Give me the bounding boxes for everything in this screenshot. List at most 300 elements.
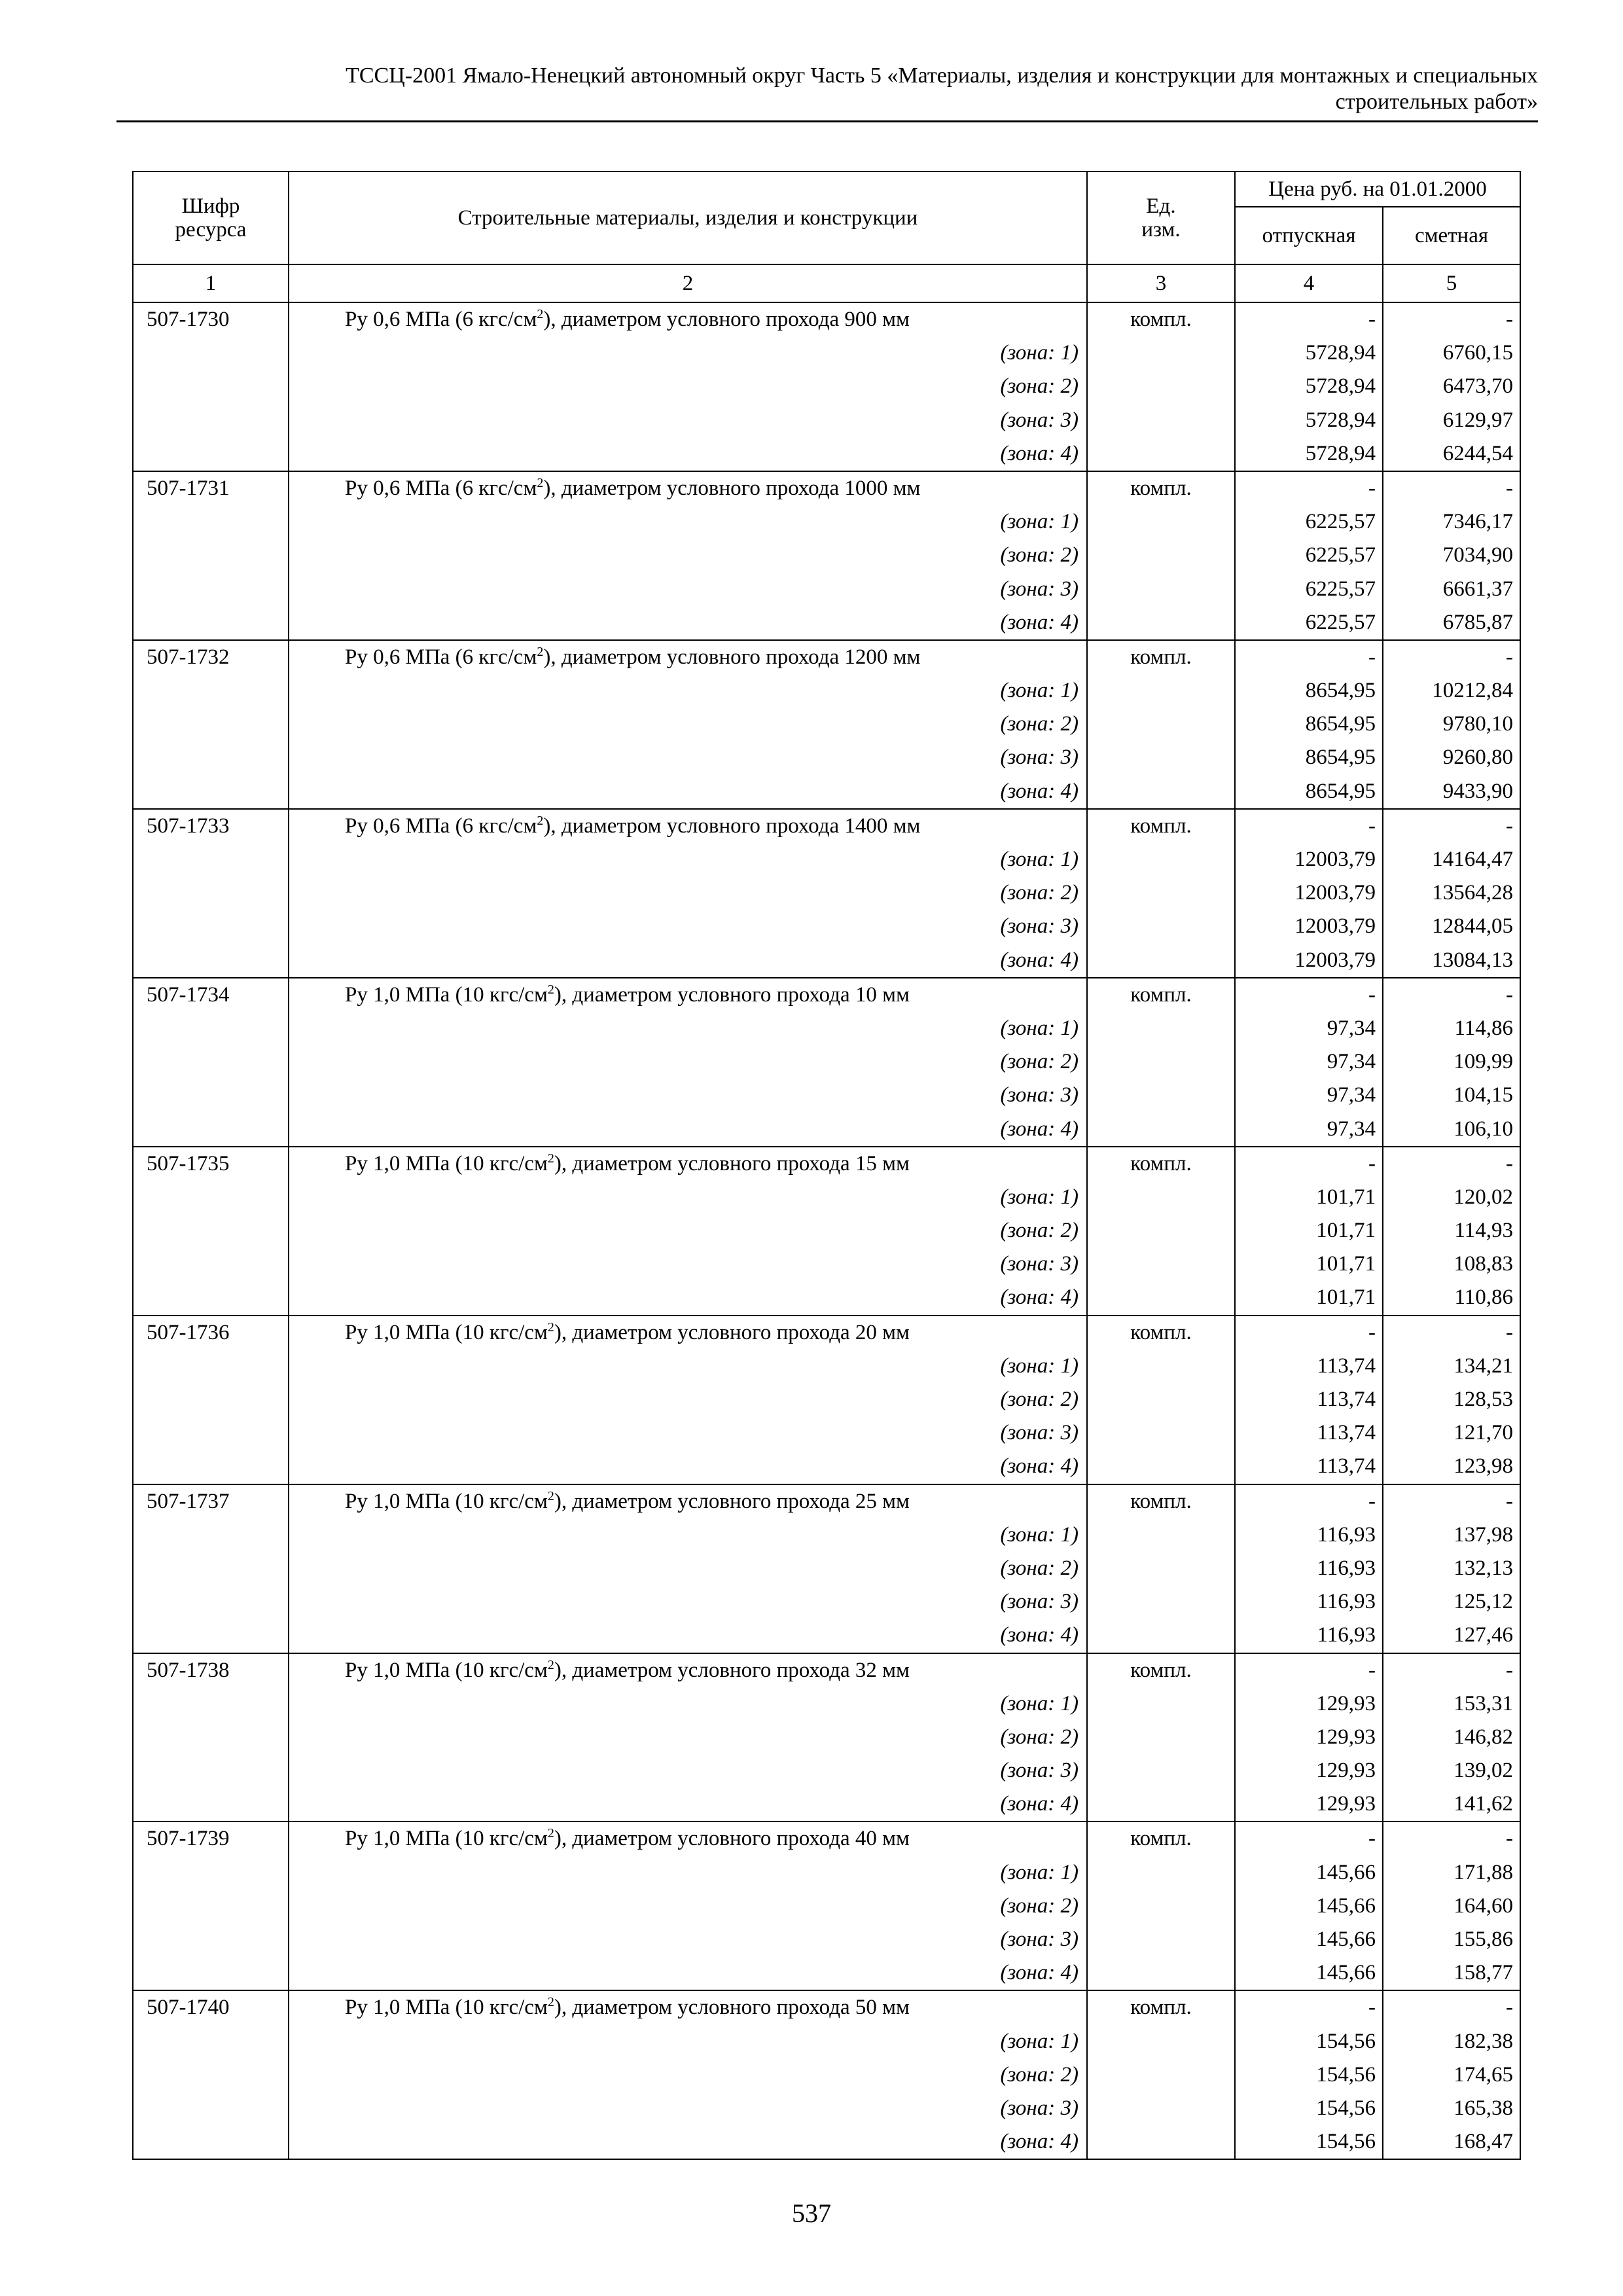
- resource-code: 507-1739: [147, 1827, 230, 1851]
- release-price: -: [1368, 1996, 1376, 2020]
- zone-label: (зона: 4): [1000, 1961, 1079, 1985]
- resource-code: 507-1738: [147, 1658, 230, 1682]
- estimate-price-cell: [1383, 1653, 1520, 1822]
- zone-label: (зона: 1): [1000, 1185, 1079, 1209]
- material-name-cell: [289, 978, 1087, 1147]
- release-price: 129,93: [1316, 1792, 1376, 1816]
- release-price: 97,34: [1327, 1050, 1376, 1074]
- release-price: -: [1368, 1151, 1376, 1175]
- material-name-text: Ру 1,0 МПа (10 кгс/см: [345, 982, 548, 1007]
- release-price: 12003,79: [1294, 848, 1376, 871]
- table-body: [133, 302, 1520, 2159]
- release-price: -: [1368, 308, 1376, 331]
- zone-label: (зона: 1): [1000, 1354, 1079, 1378]
- resource-code-cell: [133, 471, 289, 640]
- estimate-price: 146,82: [1454, 1725, 1514, 1749]
- unit-cell: [1087, 471, 1235, 640]
- material-name-cell: [289, 1990, 1087, 2159]
- table-row: [133, 471, 1520, 640]
- release-price: 145,66: [1316, 1860, 1376, 1884]
- release-price-cell: [1235, 302, 1383, 471]
- resource-code: 507-1735: [147, 1151, 230, 1175]
- release-price: 129,93: [1316, 1691, 1376, 1715]
- estimate-price: 7034,90: [1442, 543, 1514, 567]
- release-price: 12003,79: [1294, 881, 1376, 905]
- material-name: [345, 1485, 1079, 1518]
- unit-value: компл.: [1130, 1827, 1192, 1851]
- unit-exponent: 2: [537, 307, 544, 321]
- zone-label: (зона: 4): [1000, 779, 1079, 803]
- unit-cell: [1087, 978, 1235, 1147]
- column-number: 2: [289, 264, 1087, 302]
- release-price: -: [1368, 814, 1376, 838]
- release-price: 101,71: [1316, 1219, 1376, 1243]
- table-row: [133, 1484, 1520, 1653]
- estimate-price-cell: [1383, 640, 1520, 809]
- material-name-cell: [289, 1147, 1087, 1316]
- release-price: 97,34: [1327, 1016, 1376, 1040]
- column-header-release: отпускная: [1235, 207, 1383, 264]
- estimate-price: 106,10: [1454, 1117, 1514, 1141]
- estimate-price: -: [1506, 1658, 1514, 1682]
- table-row: [133, 1821, 1520, 1990]
- release-price: 5728,94: [1305, 341, 1376, 365]
- zone-label: (зона: 2): [1000, 2062, 1079, 2087]
- material-name-text: Ру 0,6 МПа (6 кгс/см: [345, 645, 537, 669]
- estimate-price: -: [1506, 476, 1514, 500]
- unit-exponent: 2: [547, 982, 554, 997]
- estimate-price: 134,21: [1454, 1354, 1514, 1378]
- estimate-price-cell: [1383, 1147, 1520, 1316]
- zone-label: (зона: 3): [1000, 1928, 1079, 1951]
- unit-value: компл.: [1130, 476, 1192, 500]
- estimate-price: 6785,87: [1442, 610, 1514, 634]
- material-name-text: Ру 0,6 МПа (6 кгс/см: [345, 308, 537, 331]
- material-name-cell: [289, 809, 1087, 978]
- zone-label: (зона: 3): [1000, 1083, 1079, 1107]
- unit-value: компл.: [1130, 1151, 1192, 1175]
- release-price-cell: [1235, 809, 1383, 978]
- unit-exponent: 2: [547, 1151, 554, 1166]
- estimate-price: 9433,90: [1442, 779, 1514, 803]
- estimate-price: 110,86: [1454, 1285, 1514, 1310]
- zone-label: (зона: 3): [1000, 914, 1079, 939]
- zone-label: (зона: 4): [1000, 1623, 1079, 1647]
- resource-code-cell: [133, 1147, 289, 1316]
- zone-label: (зона: 1): [1000, 679, 1079, 703]
- material-name-cell: [289, 471, 1087, 640]
- resource-code: 507-1737: [147, 1489, 230, 1513]
- estimate-price: 13084,13: [1432, 948, 1514, 972]
- estimate-price: 132,13: [1454, 1556, 1514, 1580]
- zone-label: (зона: 4): [1000, 1117, 1079, 1141]
- estimate-price: -: [1506, 814, 1514, 838]
- estimate-price: 141,62: [1454, 1792, 1514, 1816]
- material-name: [345, 978, 1079, 1012]
- column-header-unit: Ед. изм.: [1087, 171, 1235, 264]
- release-price-cell: [1235, 1147, 1383, 1316]
- release-price: 113,74: [1317, 1421, 1376, 1445]
- release-price: 113,74: [1317, 1454, 1376, 1479]
- material-name-text: ), диаметром условного прохода 1400 мм: [543, 814, 921, 838]
- zone-label: (зона: 2): [1000, 1725, 1079, 1749]
- unit-value: компл.: [1130, 1658, 1192, 1682]
- zone-label: (зона: 2): [1000, 712, 1079, 736]
- unit-cell: [1087, 1653, 1235, 1822]
- release-price: 97,34: [1327, 1117, 1376, 1141]
- estimate-price: 104,15: [1454, 1083, 1514, 1107]
- estimate-price: -: [1506, 308, 1514, 331]
- table-row: [133, 1316, 1520, 1484]
- unit-value: компл.: [1130, 1489, 1192, 1513]
- zone-label: (зона: 1): [1000, 2029, 1079, 2053]
- zone-label: (зона: 2): [1000, 1219, 1079, 1243]
- zone-label: (зона: 1): [1000, 848, 1079, 871]
- estimate-price: 108,83: [1454, 1252, 1514, 1276]
- release-price-cell: [1235, 1484, 1383, 1653]
- resource-code: 507-1734: [147, 982, 230, 1007]
- unit-value: компл.: [1130, 645, 1192, 669]
- unit-exponent: 2: [537, 475, 544, 490]
- release-price: 129,93: [1316, 1725, 1376, 1749]
- unit-cell: [1087, 809, 1235, 978]
- unit-exponent: 2: [547, 1657, 554, 1672]
- material-name: [345, 1991, 1079, 2024]
- unit-exponent: 2: [537, 813, 544, 828]
- material-name-text: Ру 1,0 МПа (10 кгс/см: [345, 1996, 548, 2020]
- estimate-price: 182,38: [1454, 2029, 1514, 2053]
- column-number: 5: [1383, 264, 1520, 302]
- estimate-price-cell: [1383, 978, 1520, 1147]
- release-price: 154,56: [1316, 2029, 1376, 2053]
- material-name-text: Ру 1,0 МПа (10 кгс/см: [345, 1658, 548, 1682]
- release-price: 101,71: [1316, 1185, 1376, 1209]
- material-name-text: ), диаметром условного прохода 40 мм: [554, 1827, 910, 1851]
- estimate-price: 153,31: [1454, 1691, 1514, 1715]
- zone-label: (зона: 1): [1000, 510, 1079, 534]
- estimate-price: 165,38: [1454, 2096, 1514, 2120]
- zone-label: (зона: 4): [1000, 610, 1079, 634]
- release-price: 116,93: [1317, 1590, 1376, 1614]
- column-number: 1: [133, 264, 289, 302]
- release-price: 6225,57: [1305, 577, 1376, 601]
- release-price: 145,66: [1316, 1961, 1376, 1985]
- column-header-code: Шифр ресурса: [133, 171, 289, 264]
- release-price: 116,93: [1317, 1556, 1376, 1580]
- zone-label: (зона: 3): [1000, 1421, 1079, 1445]
- zone-label: (зона: 3): [1000, 2096, 1079, 2120]
- header-divider: [116, 120, 1538, 122]
- material-name-text: ), диаметром условного прохода 1200 мм: [543, 645, 921, 669]
- estimate-price: 174,65: [1454, 2062, 1514, 2087]
- material-name-text: Ру 1,0 МПа (10 кгс/см: [345, 1320, 548, 1344]
- unit-cell: [1087, 302, 1235, 471]
- estimate-price: 6473,70: [1442, 374, 1514, 399]
- release-price: -: [1368, 1658, 1376, 1682]
- release-price: 12003,79: [1294, 948, 1376, 972]
- material-name: [345, 1316, 1079, 1350]
- estimate-price: 6661,37: [1442, 577, 1514, 601]
- resource-code-cell: [133, 1990, 289, 2159]
- release-price: 5728,94: [1305, 441, 1376, 465]
- estimate-price: 123,98: [1454, 1454, 1514, 1479]
- price-table: [132, 171, 1521, 2160]
- estimate-price: 139,02: [1454, 1759, 1514, 1783]
- page-header: [116, 63, 1538, 115]
- header-title-line-1: ТССЦ-2001 Ямало-Ненецкий автономный округ Часть 5 «Материалы, изделия и конструкции для монтажных и специальных: [346, 63, 1538, 88]
- resource-code-cell: [133, 809, 289, 978]
- zone-label: (зона: 3): [1000, 408, 1079, 432]
- estimate-price: 171,88: [1454, 1860, 1514, 1884]
- resource-code-cell: [133, 1821, 289, 1990]
- estimate-price: 168,47: [1454, 2130, 1514, 2154]
- resource-code-cell: [133, 1653, 289, 1822]
- release-price: 113,74: [1317, 1354, 1376, 1378]
- estimate-price: 137,98: [1454, 1522, 1514, 1547]
- table-row: [133, 640, 1520, 809]
- estimate-price-cell: [1383, 1821, 1520, 1990]
- material-name: [345, 641, 1079, 674]
- release-price: 97,34: [1327, 1083, 1376, 1107]
- material-name-text: Ру 0,6 МПа (6 кгс/см: [345, 814, 537, 838]
- zone-label: (зона: 3): [1000, 745, 1079, 770]
- material-name: [345, 1147, 1079, 1181]
- material-name-text: Ру 1,0 МПа (10 кгс/см: [345, 1489, 548, 1513]
- material-name-text: ), диаметром условного прохода 20 мм: [554, 1320, 910, 1344]
- estimate-price-cell: [1383, 1484, 1520, 1653]
- release-price-cell: [1235, 1990, 1383, 2159]
- unit-cell: [1087, 1484, 1235, 1653]
- estimate-price: -: [1506, 982, 1514, 1007]
- resource-code: 507-1732: [147, 645, 230, 669]
- unit-cell: [1087, 1316, 1235, 1484]
- table-row: [133, 1147, 1520, 1316]
- estimate-price: 164,60: [1454, 1893, 1514, 1918]
- zone-label: (зона: 2): [1000, 1893, 1079, 1918]
- resource-code: 507-1733: [147, 814, 230, 838]
- zone-label: (зона: 1): [1000, 1522, 1079, 1547]
- release-price-cell: [1235, 1653, 1383, 1822]
- zone-label: (зона: 4): [1000, 1792, 1079, 1816]
- material-name-cell: [289, 640, 1087, 809]
- unit-exponent: 2: [547, 1319, 554, 1335]
- page-number: 537: [792, 2198, 831, 2228]
- release-price: 6225,57: [1305, 510, 1376, 534]
- zone-label: (зона: 1): [1000, 1691, 1079, 1715]
- estimate-price: 7346,17: [1442, 510, 1514, 534]
- release-price: 145,66: [1316, 1893, 1376, 1918]
- release-price: -: [1368, 476, 1376, 500]
- material-name-text: ), диаметром условного прохода 50 мм: [554, 1996, 910, 2020]
- column-number: 4: [1235, 264, 1383, 302]
- release-price: 154,56: [1316, 2096, 1376, 2120]
- material-name-text: ), диаметром условного прохода 32 мм: [554, 1658, 910, 1682]
- unit-cell: [1087, 1821, 1235, 1990]
- zone-label: (зона: 4): [1000, 1454, 1079, 1479]
- unit-cell: [1087, 1990, 1235, 2159]
- estimate-price: 121,70: [1454, 1421, 1514, 1445]
- estimate-price: 127,46: [1454, 1623, 1514, 1647]
- material-name: [345, 1654, 1079, 1687]
- estimate-price: 9260,80: [1442, 745, 1514, 770]
- estimate-price: -: [1506, 1320, 1514, 1344]
- estimate-price: -: [1506, 645, 1514, 669]
- estimate-price: 6129,97: [1442, 408, 1514, 432]
- release-price: 101,71: [1316, 1285, 1376, 1310]
- estimate-price: -: [1506, 1489, 1514, 1513]
- resource-code: 507-1736: [147, 1320, 230, 1344]
- release-price: -: [1368, 645, 1376, 669]
- zone-label: (зона: 4): [1000, 948, 1079, 972]
- release-price: 12003,79: [1294, 914, 1376, 939]
- unit-value: компл.: [1130, 1996, 1192, 2020]
- estimate-price: 13564,28: [1432, 881, 1514, 905]
- material-name: [345, 472, 1079, 505]
- zone-label: (зона: 2): [1000, 374, 1079, 399]
- estimate-price: 114,93: [1454, 1219, 1514, 1243]
- release-price: 8654,95: [1305, 779, 1376, 803]
- release-price: -: [1368, 982, 1376, 1007]
- material-name-cell: [289, 1316, 1087, 1484]
- estimate-price-cell: [1383, 809, 1520, 978]
- zone-label: (зона: 4): [1000, 441, 1079, 465]
- release-price: 113,74: [1317, 1388, 1376, 1411]
- zone-label: (зона: 2): [1000, 543, 1079, 567]
- resource-code: 507-1740: [147, 1996, 230, 2020]
- resource-code-cell: [133, 978, 289, 1147]
- zone-label: (зона: 2): [1000, 881, 1079, 905]
- column-header-name: Строительные материалы, изделия и конструкции: [289, 171, 1087, 264]
- material-name: [345, 810, 1079, 843]
- table-row: [133, 1653, 1520, 1822]
- estimate-price: 114,86: [1454, 1016, 1514, 1040]
- release-price: 154,56: [1316, 2130, 1376, 2154]
- zone-label: (зона: 1): [1000, 341, 1079, 365]
- release-price: -: [1368, 1320, 1376, 1344]
- estimate-price: 12844,05: [1432, 914, 1514, 939]
- resource-code-cell: [133, 302, 289, 471]
- zone-label: (зона: 3): [1000, 1759, 1079, 1783]
- zone-label: (зона: 1): [1000, 1860, 1079, 1884]
- release-price-cell: [1235, 471, 1383, 640]
- release-price: 154,56: [1316, 2062, 1376, 2087]
- material-name-text: Ру 1,0 МПа (10 кгс/см: [345, 1151, 548, 1175]
- release-price: 145,66: [1316, 1928, 1376, 1951]
- material-name: [345, 303, 1079, 336]
- unit-cell: [1087, 1147, 1235, 1316]
- release-price: 116,93: [1317, 1623, 1376, 1647]
- resource-code: 507-1730: [147, 308, 230, 331]
- zone-label: (зона: 2): [1000, 1556, 1079, 1580]
- zone-label: (зона: 1): [1000, 1016, 1079, 1040]
- release-price: -: [1368, 1489, 1376, 1513]
- unit-value: компл.: [1130, 308, 1192, 331]
- estimate-price: 109,99: [1454, 1050, 1514, 1074]
- estimate-price: 14164,47: [1432, 848, 1514, 871]
- unit-exponent: 2: [537, 644, 544, 659]
- release-price: 6225,57: [1305, 543, 1376, 567]
- estimate-price: 9780,10: [1442, 712, 1514, 736]
- unit-exponent: 2: [547, 1995, 554, 2010]
- material-name-text: ), диаметром условного прохода 15 мм: [554, 1151, 910, 1175]
- material-name-cell: [289, 1484, 1087, 1653]
- estimate-price: 128,53: [1454, 1388, 1514, 1411]
- table-row: [133, 809, 1520, 978]
- release-price-cell: [1235, 640, 1383, 809]
- release-price: 8654,95: [1305, 745, 1376, 770]
- estimate-price: -: [1506, 1151, 1514, 1175]
- release-price: 8654,95: [1305, 712, 1376, 736]
- estimate-price: 6244,54: [1442, 441, 1514, 465]
- material-name-text: ), диаметром условного прохода 25 мм: [554, 1489, 910, 1513]
- table-row: [133, 978, 1520, 1147]
- zone-label: (зона: 4): [1000, 1285, 1079, 1310]
- material-name-text: ), диаметром условного прохода 1000 мм: [543, 476, 921, 500]
- estimate-price: -: [1506, 1827, 1514, 1851]
- zone-label: (зона: 3): [1000, 1590, 1079, 1614]
- release-price-cell: [1235, 1821, 1383, 1990]
- unit-cell: [1087, 640, 1235, 809]
- estimate-price: 158,77: [1454, 1961, 1514, 1985]
- zone-label: (зона: 3): [1000, 1252, 1079, 1276]
- estimate-price-cell: [1383, 302, 1520, 471]
- unit-value: компл.: [1130, 814, 1192, 838]
- column-header-estimate: сметная: [1383, 207, 1520, 264]
- unit-value: компл.: [1130, 982, 1192, 1007]
- resource-code-cell: [133, 640, 289, 809]
- release-price-cell: [1235, 978, 1383, 1147]
- release-price: 116,93: [1317, 1522, 1376, 1547]
- estimate-price-cell: [1383, 1990, 1520, 2159]
- column-number: 3: [1087, 264, 1235, 302]
- material-name-cell: [289, 1653, 1087, 1822]
- unit-exponent: 2: [547, 1488, 554, 1503]
- zone-label: (зона: 2): [1000, 1388, 1079, 1411]
- estimate-price-cell: [1383, 1316, 1520, 1484]
- column-header-price-group: Цена руб. на 01.01.2000: [1235, 171, 1520, 207]
- unit-value: компл.: [1130, 1320, 1192, 1344]
- material-name-cell: [289, 1821, 1087, 1990]
- release-price: 129,93: [1316, 1759, 1376, 1783]
- table-row: [133, 302, 1520, 471]
- resource-code-cell: [133, 1484, 289, 1653]
- release-price: -: [1368, 1827, 1376, 1851]
- estimate-price: 10212,84: [1432, 679, 1514, 703]
- release-price: 5728,94: [1305, 408, 1376, 432]
- zone-label: (зона: 4): [1000, 2130, 1079, 2154]
- estimate-price: 120,02: [1454, 1185, 1514, 1209]
- release-price-cell: [1235, 1316, 1383, 1484]
- resource-code-cell: [133, 1316, 289, 1484]
- material-name-cell: [289, 302, 1087, 471]
- material-name-text: Ру 0,6 МПа (6 кгс/см: [345, 476, 537, 500]
- material-name-text: Ру 1,0 МПа (10 кгс/см: [345, 1827, 548, 1851]
- estimate-price-cell: [1383, 471, 1520, 640]
- release-price: 101,71: [1316, 1252, 1376, 1276]
- zone-label: (зона: 3): [1000, 577, 1079, 601]
- resource-code: 507-1731: [147, 476, 230, 500]
- estimate-price: 155,86: [1454, 1928, 1514, 1951]
- estimate-price: -: [1506, 1996, 1514, 2020]
- estimate-price: 6760,15: [1442, 341, 1514, 365]
- release-price: 6225,57: [1305, 610, 1376, 634]
- release-price: 5728,94: [1305, 374, 1376, 399]
- material-name: [345, 1822, 1079, 1856]
- material-name-text: ), диаметром условного прохода 900 мм: [543, 308, 910, 331]
- estimate-price: 125,12: [1454, 1590, 1514, 1614]
- unit-exponent: 2: [547, 1826, 554, 1841]
- table-row: [133, 1990, 1520, 2159]
